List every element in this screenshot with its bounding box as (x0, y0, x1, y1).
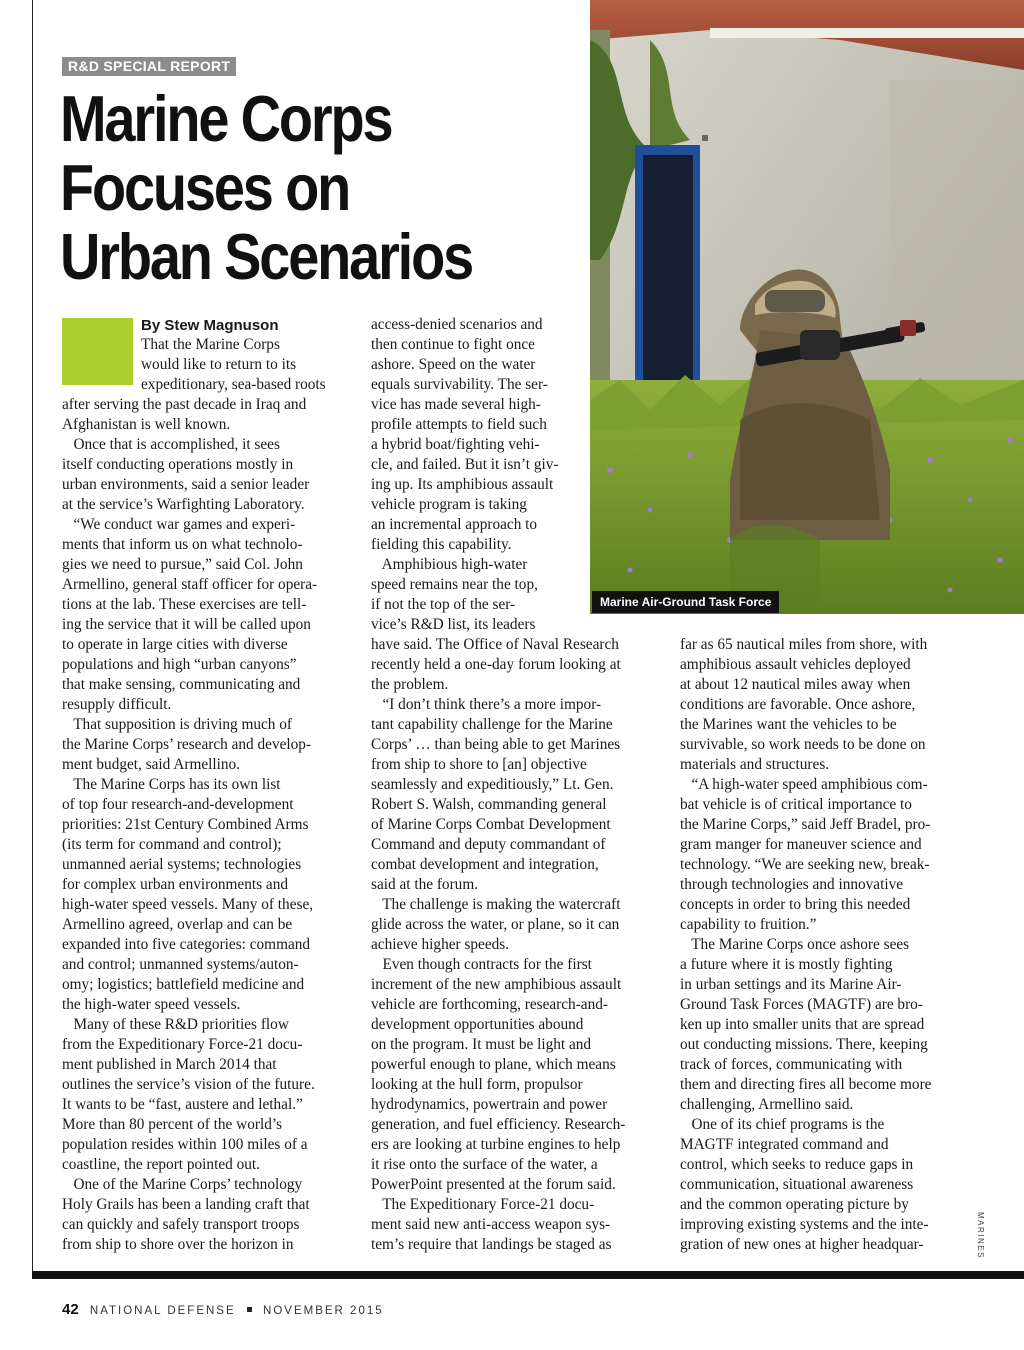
column-3-line: The Marine Corps once ashore sees (680, 936, 910, 953)
column-3-line: conditions are favorable. Once ashore, (680, 696, 916, 713)
column-2-line: The challenge is making the watercraft (371, 896, 621, 913)
column-3-line: far as 65 nautical miles from shore, with (680, 636, 928, 653)
column-1-line: One of the Marine Corps’ technology (62, 1176, 303, 1193)
column-1-line: high-water speed vessels. Many of these, (62, 896, 314, 913)
column-3-line: One of its chief programs is the (680, 1116, 885, 1133)
column-1-line: can quickly and safely transport troops (62, 1216, 300, 1233)
column-3-line: gration of new ones at higher headquar- (680, 1236, 924, 1253)
column-2-line: vice has made several high- (371, 396, 541, 413)
article-column-2 (371, 315, 661, 1255)
column-2-line: development opportunities abound (371, 1016, 584, 1033)
column-2-line: from ship to shore to [an] objective (371, 756, 587, 773)
column-2-line: PowerPoint presented at the forum said. (371, 1176, 616, 1193)
column-1-line: Once that is accomplished, it sees (62, 436, 280, 453)
column-1-line: coastline, the report pointed out. (62, 1156, 260, 1173)
section-kicker: R&D SPECIAL REPORT (62, 57, 236, 76)
photo-caption: Marine Air-Ground Task Force (592, 591, 779, 613)
column-2-line: seamlessly and expeditiously,” Lt. Gen. (371, 776, 614, 793)
column-3-line: out conducting missions. There, keeping (680, 1036, 928, 1053)
column-2-line: tem’s require that landings be staged as (371, 1236, 612, 1253)
column-1-line: at the service’s Warfighting Laboratory. (62, 496, 305, 513)
column-1-line: and control; unmanned systems/auton- (62, 956, 299, 973)
separator-square-icon (247, 1307, 252, 1312)
column-3-line: materials and structures. (680, 756, 830, 773)
column-3-line: ken up into smaller units that are spread (680, 1016, 925, 1033)
column-1-line: outlines the service’s vision of the future. (62, 1076, 315, 1093)
column-2-line: Amphibious high-water (371, 556, 528, 573)
column-3-line: MAGTF integrated command and (680, 1136, 889, 1153)
column-1-line: (its term for command and control); (62, 836, 282, 853)
column-3-line: gram manger for maneuver science and (680, 836, 922, 853)
column-3-line: technology. “We are seeking new, break- (680, 856, 930, 873)
column-1-line: ments that inform us on what technolo- (62, 536, 303, 553)
column-2-line: speed remains near the top, (371, 576, 538, 593)
column-2-line: ers are looking at turbine engines to help (371, 1136, 621, 1153)
column-3-line: survivable, so work needs to be done on (680, 736, 926, 753)
column-2-line: a hybrid boat/fighting vehi- (371, 436, 540, 453)
column-2-line: recently held a one-day forum looking at (371, 656, 621, 673)
section-tag: MARINES (976, 1212, 985, 1259)
column-2-line: Even though contracts for the first (371, 956, 592, 973)
column-3-line: capability to fruition.” (680, 916, 817, 933)
column-2-line: it rise onto the surface of the water, a (371, 1156, 598, 1173)
column-2-line: fielding this capability. (371, 536, 512, 553)
column-2-line: the problem. (371, 676, 449, 693)
column-2-line: ing up. Its amphibious assault (371, 476, 554, 493)
column-1-line: from the Expeditionary Force-21 docu- (62, 1036, 303, 1053)
footer-bar (32, 1271, 1024, 1279)
column-2-line: vehicle are forthcoming, research-and- (371, 996, 608, 1013)
column-1-line: ment budget, said Armellino. (62, 756, 241, 773)
column-1-line: More than 80 percent of the world’s (62, 1116, 283, 1133)
column-3-line: communication, situational awareness (680, 1176, 914, 1193)
column-1-line: resupply difficult. (62, 696, 172, 713)
column-3-line: “A high-water speed amphibious com- (680, 776, 928, 793)
column-2-line: The Expeditionary Force-21 docu- (371, 1196, 595, 1213)
column-3-line: in urban settings and its Marine Air- (680, 976, 902, 993)
column-2-line: “I don’t think there’s a more impor- (371, 696, 602, 713)
column-3-line: and the common operating picture by (680, 1196, 909, 1213)
column-2-line: Robert S. Walsh, commanding general (371, 796, 607, 813)
column-2-line: generation, and fuel efficiency. Research- (371, 1116, 626, 1133)
column-3-line: control, which seeks to reduce gaps in (680, 1156, 914, 1173)
article-column-3 (680, 635, 970, 1255)
column-2-line: vice’s R&D list, its leaders (371, 616, 536, 633)
column-2-line: if not the top of the ser- (371, 596, 516, 613)
column-1-line: ment published in March 2014 that (62, 1056, 277, 1073)
publication-name: NATIONAL DEFENSE (89, 1305, 236, 1317)
issue-date: NOVEMBER 2015 (263, 1305, 384, 1317)
column-1-line: that make sensing, communicating and (62, 676, 301, 693)
column-2-line: an incremental approach to (371, 516, 538, 533)
column-2-line: looking at the hull form, propulsor (371, 1076, 583, 1093)
column-2-line: achieve higher speeds. (371, 936, 510, 953)
column-1-line: gies we need to pursue,” said Col. John (62, 556, 303, 573)
column-1-line: unmanned aerial systems; technologies (62, 856, 302, 873)
column-1-line: Many of these R&D priorities flow (62, 1016, 289, 1033)
column-2-line: Command and deputy commandant of (371, 836, 606, 853)
column-2-line: Corps’ … than being able to get Marines (371, 736, 621, 753)
column-2-line: hydrodynamics, powertrain and power (371, 1096, 608, 1113)
article-column-1 (62, 335, 352, 1255)
column-1-line: itself conducting operations mostly in (62, 456, 294, 473)
column-1-line: Afghanistan is well known. (62, 416, 231, 433)
column-2-line: combat development and integration, (371, 856, 599, 873)
column-1-line: population resides within 100 miles of a (62, 1136, 308, 1153)
column-1-line: ing the service that it will be called upon (62, 616, 311, 633)
byline: By Stew Magnuson (141, 317, 279, 334)
column-1-line: after serving the past decade in Iraq and (62, 396, 307, 413)
column-2-line: equals survivability. The ser- (371, 376, 548, 393)
column-1-line: That the Marine Corps (141, 336, 280, 353)
headline-line-1: Marine Corps (60, 82, 392, 155)
column-3-line: Ground Task Forces (MAGTF) are bro- (680, 996, 923, 1013)
column-2-line: vehicle program is taking (371, 496, 527, 513)
article-headline (60, 84, 507, 291)
column-1-line: of top four research-and-development (62, 796, 294, 813)
column-2-line: of Marine Corps Combat Development (371, 816, 611, 833)
column-1-line: priorities: 21st Century Combined Arms (62, 816, 309, 833)
column-3-line: the Marines want the vehicles to be (680, 716, 897, 733)
column-1-line: the high-water speed vessels. (62, 996, 241, 1013)
column-1-line: “We conduct war games and experi- (62, 516, 296, 533)
column-2-line: ment said new anti-access weapon sys- (371, 1216, 611, 1233)
column-1-line: the Marine Corps’ research and develop- (62, 736, 312, 753)
column-2-line: ashore. Speed on the water (371, 356, 536, 373)
column-1-line: It wants to be “fast, austere and lethal.” (62, 1096, 303, 1113)
column-2-line: tant capability challenge for the Marine (371, 716, 613, 733)
column-1-line: from ship to shore over the horizon in (62, 1236, 294, 1253)
column-1-line: tions at the lab. These exercises are tell- (62, 596, 307, 613)
page-number: 42 (62, 1301, 79, 1318)
column-1-line: expanded into five categories: command (62, 936, 311, 953)
column-3-line: them and directing fires all become more (680, 1076, 932, 1093)
column-2-line: said at the forum. (371, 876, 479, 893)
column-3-line: bat vehicle is of critical importance to (680, 796, 912, 813)
column-2-line: then continue to fight once (371, 336, 535, 353)
column-3-line: improving existing systems and the inte- (680, 1216, 929, 1233)
column-2-line: on the program. It must be light and (371, 1036, 592, 1053)
column-1-line: That supposition is driving much of (62, 716, 293, 733)
column-1-line: The Marine Corps has its own list (62, 776, 281, 793)
column-2-line: have said. The Office of Naval Research (371, 636, 619, 653)
column-1-line: for complex urban environments and (62, 876, 288, 893)
left-margin-rule (32, 0, 33, 1272)
column-1-line: Armellino, general staff officer for opera- (62, 576, 318, 593)
headline-line-3: Urban Scenarios (60, 220, 473, 293)
column-3-line: track of forces, communicating with (680, 1056, 903, 1073)
column-1-line: expeditionary, sea-based roots (141, 376, 326, 393)
column-3-line: concepts in order to bring this needed (680, 896, 911, 913)
column-2-line: profile attempts to field such (371, 416, 547, 433)
column-1-line: Armellino agreed, overlap and can be (62, 916, 293, 933)
column-2-line: powerful enough to plane, which means (371, 1056, 616, 1073)
column-1-line: to operate in large cities with diverse (62, 636, 288, 653)
column-2-line: increment of the new amphibious assault (371, 976, 622, 993)
column-3-line: the Marine Corps,” said Jeff Bradel, pro- (680, 816, 931, 833)
column-3-line: amphibious assault vehicles deployed (680, 656, 911, 673)
headline-line-2: Focuses on (60, 151, 350, 224)
column-3-line: through technologies and innovative (680, 876, 904, 893)
column-3-line: a future where it is mostly fighting (680, 956, 893, 973)
column-3-line: challenging, Armellino said. (680, 1096, 854, 1113)
column-1-line: urban environments, said a senior leader (62, 476, 310, 493)
column-1-line: populations and high “urban canyons” (62, 656, 297, 673)
column-1-line: Holy Grails has been a landing craft that (62, 1196, 310, 1213)
folio (62, 1301, 384, 1318)
column-1-line: omy; logistics; battlefield medicine and (62, 976, 305, 993)
column-2-line: glide across the water, or plane, so it can (371, 916, 620, 933)
column-1-line: would like to return to its (141, 356, 297, 373)
column-2-line: access-denied scenarios and (371, 316, 543, 333)
column-3-line: at about 12 nautical miles away when (680, 676, 911, 693)
column-2-line: cle, and failed. But it isn’t giv- (371, 456, 559, 473)
